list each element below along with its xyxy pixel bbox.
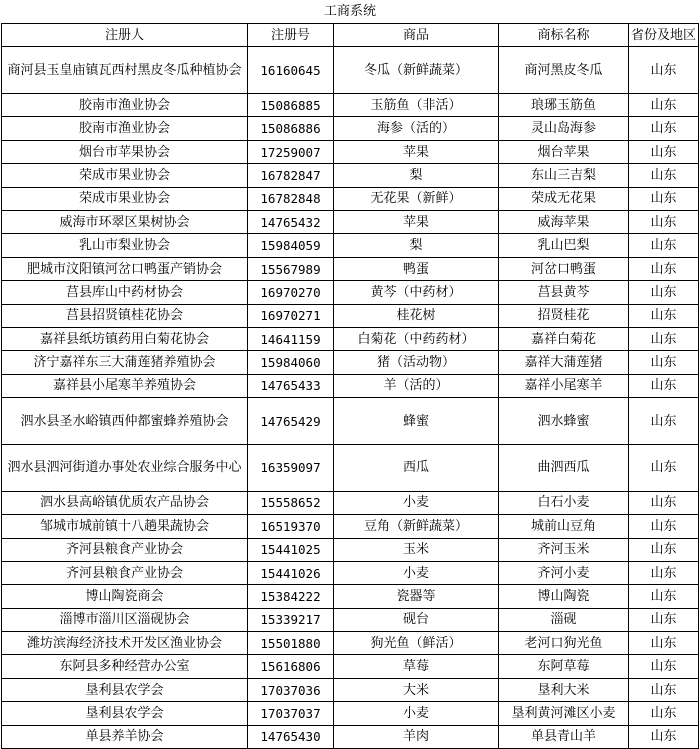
cell-registrant: 乳山市梨业协会 (2, 234, 248, 257)
cell-province: 山东 (629, 327, 699, 350)
cell-registrant: 荣成市果业协会 (2, 164, 248, 187)
cell-province: 山东 (629, 211, 699, 234)
cell-reg-number: 14765433 (248, 374, 334, 397)
table-row (2, 632, 699, 655)
cell-goods: 冬瓜（新鲜蔬菜） (334, 47, 499, 94)
header-province: 省份及地区 (629, 23, 699, 46)
cell-trademark-name: 垦利黄河滩区小麦 (499, 702, 629, 725)
cell-registrant: 潍坊滨海经济技术开发区渔业协会 (2, 632, 248, 655)
cell-trademark-name: 博山陶瓷 (499, 585, 629, 608)
trademark-table (1, 0, 699, 749)
cell-trademark-name: 白石小麦 (499, 491, 629, 514)
cell-goods: 西瓜 (334, 444, 499, 491)
cell-province: 山东 (629, 351, 699, 374)
cell-reg-number: 15441025 (248, 538, 334, 561)
cell-province: 山东 (629, 632, 699, 655)
cell-trademark-name: 烟台苹果 (499, 140, 629, 163)
cell-goods: 桂花树 (334, 304, 499, 327)
table-row (2, 187, 699, 210)
cell-reg-number: 14765429 (248, 398, 334, 445)
cell-goods: 猪（活动物） (334, 351, 499, 374)
cell-trademark-name: 城前山豆角 (499, 515, 629, 538)
cell-province: 山东 (629, 140, 699, 163)
cell-trademark-name: 垦利大米 (499, 678, 629, 701)
table-row (2, 374, 699, 397)
cell-reg-number: 15984060 (248, 351, 334, 374)
cell-reg-number: 17259007 (248, 140, 334, 163)
cell-registrant: 威海市环翠区果树协会 (2, 211, 248, 234)
header-trademark-name: 商标名称 (499, 23, 629, 46)
table-row (2, 351, 699, 374)
cell-registrant: 嘉祥县小尾寒羊养殖协会 (2, 374, 248, 397)
cell-province: 山东 (629, 374, 699, 397)
cell-goods: 玉米 (334, 538, 499, 561)
table-row (2, 94, 699, 117)
table-row (2, 257, 699, 280)
cell-trademark-name: 招贤桂花 (499, 304, 629, 327)
table-row (2, 281, 699, 304)
cell-province: 山东 (629, 444, 699, 491)
table-row (2, 211, 699, 234)
cell-province: 山东 (629, 655, 699, 678)
cell-trademark-name: 齐河玉米 (499, 538, 629, 561)
cell-registrant: 荣成市果业协会 (2, 187, 248, 210)
cell-trademark-name: 东山三吉梨 (499, 164, 629, 187)
cell-registrant: 淄博市淄川区淄砚协会 (2, 608, 248, 631)
cell-reg-number: 15441026 (248, 561, 334, 584)
cell-registrant: 博山陶瓷商会 (2, 585, 248, 608)
cell-province: 山东 (629, 187, 699, 210)
table-row (2, 585, 699, 608)
cell-province: 山东 (629, 491, 699, 514)
table-row (2, 140, 699, 163)
cell-trademark-name: 乳山巴梨 (499, 234, 629, 257)
cell-goods: 黄芩（中药材） (334, 281, 499, 304)
table-row (2, 234, 699, 257)
cell-reg-number: 15501880 (248, 632, 334, 655)
cell-reg-number: 16782848 (248, 187, 334, 210)
cell-reg-number: 16782847 (248, 164, 334, 187)
cell-registrant: 泗水县圣水峪镇西仲都蜜蜂养殖协会 (2, 398, 248, 445)
cell-province: 山东 (629, 515, 699, 538)
cell-trademark-name: 莒县黄芩 (499, 281, 629, 304)
cell-registrant: 胶南市渔业协会 (2, 117, 248, 140)
title-row (2, 0, 699, 23)
cell-trademark-name: 嘉祥白菊花 (499, 327, 629, 350)
cell-goods: 玉筋鱼（非活） (334, 94, 499, 117)
table-row (2, 538, 699, 561)
cell-reg-number: 15558652 (248, 491, 334, 514)
cell-reg-number: 16359097 (248, 444, 334, 491)
cell-goods: 苹果 (334, 140, 499, 163)
cell-goods: 豆角（新鲜蔬菜） (334, 515, 499, 538)
table-title: 工商系统 (2, 0, 699, 23)
table-body (2, 0, 699, 749)
cell-goods: 蜂蜜 (334, 398, 499, 445)
cell-province: 山东 (629, 608, 699, 631)
cell-trademark-name: 东阿草莓 (499, 655, 629, 678)
cell-reg-number: 16160645 (248, 47, 334, 94)
cell-trademark-name: 嘉祥小尾寒羊 (499, 374, 629, 397)
cell-province: 山东 (629, 234, 699, 257)
cell-reg-number: 15384222 (248, 585, 334, 608)
cell-goods: 羊肉 (334, 725, 499, 748)
cell-reg-number: 14765430 (248, 725, 334, 748)
cell-trademark-name: 嘉祥大蒲莲猪 (499, 351, 629, 374)
cell-registrant: 商河县玉皇庙镇瓦西村黑皮冬瓜种植协会 (2, 47, 248, 94)
cell-trademark-name: 淄砚 (499, 608, 629, 631)
cell-trademark-name: 灵山岛海参 (499, 117, 629, 140)
cell-registrant: 垦利县农学会 (2, 678, 248, 701)
header-registrant: 注册人 (2, 23, 248, 46)
cell-province: 山东 (629, 281, 699, 304)
cell-trademark-name: 威海苹果 (499, 211, 629, 234)
cell-trademark-name: 曲泗西瓜 (499, 444, 629, 491)
cell-province: 山东 (629, 304, 699, 327)
cell-registrant: 莒县库山中药材协会 (2, 281, 248, 304)
cell-reg-number: 16519370 (248, 515, 334, 538)
table-row (2, 164, 699, 187)
cell-reg-number: 15984059 (248, 234, 334, 257)
header-row (2, 23, 699, 46)
table-row (2, 491, 699, 514)
cell-trademark-name: 河岔口鸭蛋 (499, 257, 629, 280)
table-row (2, 398, 699, 445)
cell-reg-number: 15616806 (248, 655, 334, 678)
cell-registrant: 肥城市汶阳镇河岔口鸭蛋产销协会 (2, 257, 248, 280)
cell-goods: 白菊花（中药药材） (334, 327, 499, 350)
cell-reg-number: 17037037 (248, 702, 334, 725)
cell-registrant: 莒县招贤镇桂花协会 (2, 304, 248, 327)
cell-province: 山东 (629, 94, 699, 117)
cell-trademark-name: 齐河小麦 (499, 561, 629, 584)
cell-trademark-name: 荣成无花果 (499, 187, 629, 210)
table-row (2, 304, 699, 327)
cell-province: 山东 (629, 538, 699, 561)
cell-reg-number: 15086885 (248, 94, 334, 117)
cell-goods: 小麦 (334, 702, 499, 725)
header-goods: 商品 (334, 23, 499, 46)
table-row (2, 678, 699, 701)
cell-reg-number: 14641159 (248, 327, 334, 350)
cell-province: 山东 (629, 561, 699, 584)
cell-goods: 狗光鱼（鲜活） (334, 632, 499, 655)
cell-trademark-name: 商河黑皮冬瓜 (499, 47, 629, 94)
cell-trademark-name: 琅琊玉筋鱼 (499, 94, 629, 117)
cell-goods: 砚台 (334, 608, 499, 631)
cell-province: 山东 (629, 257, 699, 280)
cell-registrant: 烟台市苹果协会 (2, 140, 248, 163)
table-row (2, 608, 699, 631)
cell-province: 山东 (629, 678, 699, 701)
cell-reg-number: 16970271 (248, 304, 334, 327)
cell-goods: 海参（活的） (334, 117, 499, 140)
cell-reg-number: 14765432 (248, 211, 334, 234)
cell-province: 山东 (629, 164, 699, 187)
cell-registrant: 齐河县粮食产业协会 (2, 538, 248, 561)
cell-goods: 梨 (334, 234, 499, 257)
cell-goods: 梨 (334, 164, 499, 187)
cell-province: 山东 (629, 585, 699, 608)
cell-goods: 苹果 (334, 211, 499, 234)
cell-registrant: 济宁嘉祥东三大蒲莲猪养殖协会 (2, 351, 248, 374)
table-row (2, 117, 699, 140)
cell-goods: 无花果（新鲜） (334, 187, 499, 210)
cell-trademark-name: 老河口狗光鱼 (499, 632, 629, 655)
cell-reg-number: 17037036 (248, 678, 334, 701)
table-row (2, 725, 699, 748)
table-row (2, 561, 699, 584)
cell-goods: 鸭蛋 (334, 257, 499, 280)
cell-goods: 小麦 (334, 561, 499, 584)
table-row (2, 327, 699, 350)
cell-registrant: 东阿县多种经营办公室 (2, 655, 248, 678)
cell-registrant: 泗水县泗河街道办事处农业综合服务中心 (2, 444, 248, 491)
table-row (2, 444, 699, 491)
cell-registrant: 嘉祥县纸坊镇药用白菊花协会 (2, 327, 248, 350)
cell-province: 山东 (629, 702, 699, 725)
table-row (2, 515, 699, 538)
table-row (2, 702, 699, 725)
cell-goods: 羊（活的） (334, 374, 499, 397)
cell-reg-number: 16970270 (248, 281, 334, 304)
table-row (2, 47, 699, 94)
cell-reg-number: 15567989 (248, 257, 334, 280)
header-reg-number: 注册号 (248, 23, 334, 46)
cell-registrant: 单县养羊协会 (2, 725, 248, 748)
cell-goods: 小麦 (334, 491, 499, 514)
cell-registrant: 垦利县农学会 (2, 702, 248, 725)
table-row (2, 655, 699, 678)
cell-goods: 大米 (334, 678, 499, 701)
cell-province: 山东 (629, 398, 699, 445)
cell-goods: 草莓 (334, 655, 499, 678)
cell-registrant: 邹城市城前镇十八趟果蔬协会 (2, 515, 248, 538)
cell-province: 山东 (629, 725, 699, 748)
cell-registrant: 胶南市渔业协会 (2, 94, 248, 117)
cell-registrant: 齐河县粮食产业协会 (2, 561, 248, 584)
cell-trademark-name: 单县青山羊 (499, 725, 629, 748)
cell-trademark-name: 泗水蜂蜜 (499, 398, 629, 445)
cell-reg-number: 15339217 (248, 608, 334, 631)
cell-province: 山东 (629, 117, 699, 140)
cell-registrant: 泗水县高峪镇优质农产品协会 (2, 491, 248, 514)
cell-province: 山东 (629, 47, 699, 94)
cell-goods: 瓷器等 (334, 585, 499, 608)
cell-reg-number: 15086886 (248, 117, 334, 140)
